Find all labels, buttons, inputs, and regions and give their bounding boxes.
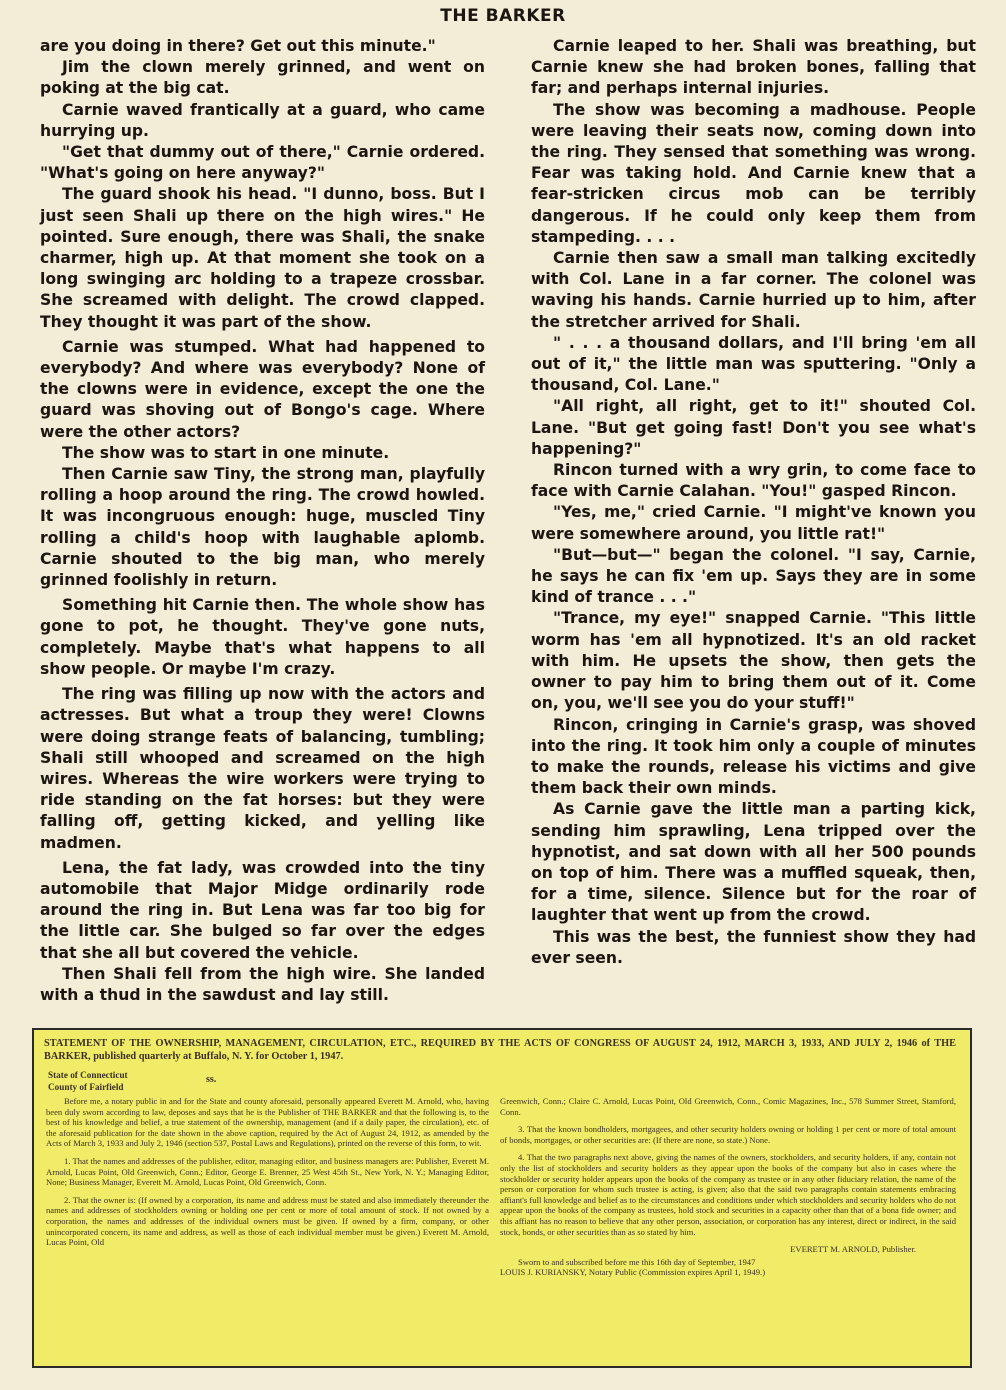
state-line: State of Connecticut [48,1070,128,1080]
paragraph: Carnie then saw a small man talking excitedly with Col. Lane in a far corner. The colonel was waving his hands. Carnie hurried up to him, after the stretcher arrived for Shali. [531,249,976,331]
paragraph: Jim the clown merely grinned, and went on poking at the big cat. [40,58,485,98]
paragraph: "Get that dummy out of there," Carnie ordered. "What's going on here anyway?" [40,143,485,183]
paragraph: The guard shook his head. "I dunno, boss. But I just seen Shali up there on the high wires." He pointed. Sure enough, there was Shali, the snake charmer, high up. At that moment she took on a long swinging arc holding to a trapeze crossbar. She screamed with delight. The crowd clapped. They thought it was part of the show. [40,185,485,331]
paragraph: Rincon, cringing in Carnie's grasp, was shoved into the ring. It took him only a couple of minutes to make the rounds, release his victims and give them back their own minds. [531,715,976,798]
statement-paragraph: Greenwich, Conn.; Claire C. Arnold, Lucas Point, Old Greenwich, Conn., Comic Magazines, Inc., 578 Summer Street, Stamford, Conn. [500,1096,956,1117]
ss-mark: ss. [206,1074,217,1085]
paragraph: Carnie waved frantically at a guard, who came hurrying up. [40,100,485,140]
county-line: County of Fairfield [48,1082,124,1092]
paragraph: "Yes, me," cried Carnie. "I might've known you were somewhere around, you little rat!" [531,503,976,543]
statement-paragraph: 3. That the known bondholders, mortgagees, and other security holders owning or holding 1 per cent or more of total amount of bonds, mortgages, or other securities are: (If there are none, so state.) None. [500,1124,956,1145]
paragraph: The ring was filling up now with the actors and actresses. But what a troup they were! Clowns were doing strange feats of balancing, tumbling; Shali still whooped and screamed on the high wires. Whereas the wire workers were trying to ride standing on the fat horses: but they were falling off, getting kicked, and yelling like madmen. [40,685,485,852]
paragraph: "But—but—" began the colonel. "I say, Carnie, he says he can fix 'em up. Says they are in some kind of trance . . ." [531,545,976,607]
statement-paragraph: 1. That the names and addresses of the publisher, editor, managing editor, and business managers are: Publisher, Everett M. Arnold, Lucas Point, Old Greenwich, Conn.; Editor, George E. Brenner, 25 West 45th St., New York, N. Y.; Managing Editor, None; Business Manager, Everett M. Arnold, Lucas Point, Old Greenwich, Conn. [46,1155,489,1188]
statement-column-right [500,1096,956,1285]
notary-line: LOUIS J. KURIANSKY, Notary Public (Commission expires April 1, 1949.) [500,1267,766,1278]
venue-block [48,1069,128,1093]
paragraph: Carnie leaped to her. Shali was breathing, but Carnie knew she had broken bones, falling that far; and perhaps internal injuries. [531,37,976,98]
ownership-statement-box [32,1028,972,1368]
statement-paragraph: Before me, a notary public in and for the State and county aforesaid, personally appeared Everett M. Arnold, who, having been duly sworn according to law, deposes and says that he is the Publisher of THE BARKER and that the following is, to the best of his knowledge and belief, a true statement of the ownership, management (and if a daily paper, the circulation), etc. of the aforesaid publication for the date shown in the above caption, required by the Act of August 24, 1912, as amended by the Acts of March 3, 1933 and July 2, 1946 (section 537, Postal Laws and Regulations), printed on the reverse of this form, to wit. [46,1096,489,1149]
statement-title: STATEMENT OF THE OWNERSHIP, MANAGEMENT, CIRCULATION, ETC., REQUIRED BY THE ACTS OF CONGRESS OF AUGUST 24, 1912, MARCH 3, 1933, AND JULY 2, 1946 of THE BARKER, published quarterly at Buffalo, N. Y. for October 1, 1947. [44,1038,956,1062]
paragraph: Something hit Carnie then. The whole show has gone to pot, he thought. They've gone nuts, completely. Maybe that's what happens to all show people. Or maybe I'm crazy. [40,596,485,678]
paragraph: Carnie was stumped. What had happened to everybody? And where was everybody? None of the clowns were in evidence, except the one the guard was shoving out of Bongo's cage. Where were the other actors? [40,337,485,441]
paragraph: Then Shali fell from the high wire. She landed with a thud in the sawdust and lay still. [40,964,485,1004]
story-column-right [531,36,976,969]
paragraph: Then Carnie saw Tiny, the strong man, playfully rolling a hoop around the ring. The crowd howled. It was incongruous enough: huge, muscled Tiny rolling a child's hoop with laughable aplomb. Carnie shouted to the big man, who merely grinned foolishly in return. [40,465,485,590]
story-column-left [40,36,485,1006]
paragraph: "Trance, my eye!" snapped Carnie. "This little worm has 'em all hypnotized. It's an old racket with him. He upsets the show, then gets the owner to pay him to bring them out of it. Come on, you, we'll see you do your stuff!" [531,609,976,713]
paragraph: The show was becoming a madhouse. People were leaving their seats now, coming down into the ring. They sensed that something was wrong. Fear was taking hold. And Carnie knew that a fear-stricken circus mob can be terribly dangerous. If he could only keep them from stampeding. . . . [531,100,976,246]
paragraph: Lena, the fat lady, was crowded into the tiny automobile that Major Midge ordinarily rode around the ring in. But Lena was far too big for the little car. She bulged so far over the edges that she all but covered the vehicle. [40,858,485,962]
statement-column-left [46,1096,489,1255]
sworn-line: Sworn to and subscribed before me this 16th day of September, 1947 [518,1256,756,1267]
paragraph: As Carnie gave the little man a parting kick, sending him sprawling, Lena tripped over the hypnotist, and sat down with all her 500 pounds on top of him. There was a muffled squeak, then, for a time, silence. Silence but for the roar of laughter that went up from the crowd. [531,800,976,925]
paragraph: Rincon turned with a wry grin, to come face to face with Carnie Calahan. "You!" gasped Rincon. [531,461,976,501]
publisher-signature: EVERETT M. ARNOLD, Publisher. [790,1244,916,1255]
statement-paragraph: 4. That the two paragraphs next above, giving the names of the owners, stockholders, and security holders, if any, contain not only the list of stockholders and security holders as they appear upon the books of the company but also in cases where the stockholder or security holder appears upon the books of the company as trustee or in any other fiduciary relation, the name of the person or corporation for whom such trustee is acting, is given; also that the said two paragraphs contain statements embracing affiant's full knowledge and belief as to the circumstances and conditions under which stockholders and security holders who do not appear upon the books of the company as trustees, hold stock and securities in a capacity other than that of a bona fide owner; and this affiant has no reason to believe that any other person, association, or corporation has any interest, direct or indirect, in the said stock, bonds, or other securities than as so stated by him. [500,1152,956,1237]
statement-paragraph: 2. That the owner is: (If owned by a corporation, its name and address must be stated and also immediately thereunder the names and addresses of stockholders owning or holding one per cent or more of total amount of stock. If not owned by a corporation, the names and addresses of the individual owners must be given. If owned by a firm, company, or other unincorporated concern, its name and address, as well as those of each individual member must be given.) Everett M. Arnold, Lucas Point, Old [46,1194,489,1248]
page-header: THE BARKER [440,6,566,26]
paragraph: This was the best, the funniest show they had ever seen. [531,927,976,967]
paragraph: The show was to start in one minute. [62,443,390,462]
paragraph: "All right, all right, get to it!" shouted Col. Lane. "But get going fast! Don't you see what's happening?" [531,397,976,458]
paragraph: " . . . a thousand dollars, and I'll bring 'em all out of it," the little man was sputtering. "Only a thousand, Col. Lane." [531,333,976,395]
paragraph: are you doing in there? Get out this minute." [40,37,436,55]
